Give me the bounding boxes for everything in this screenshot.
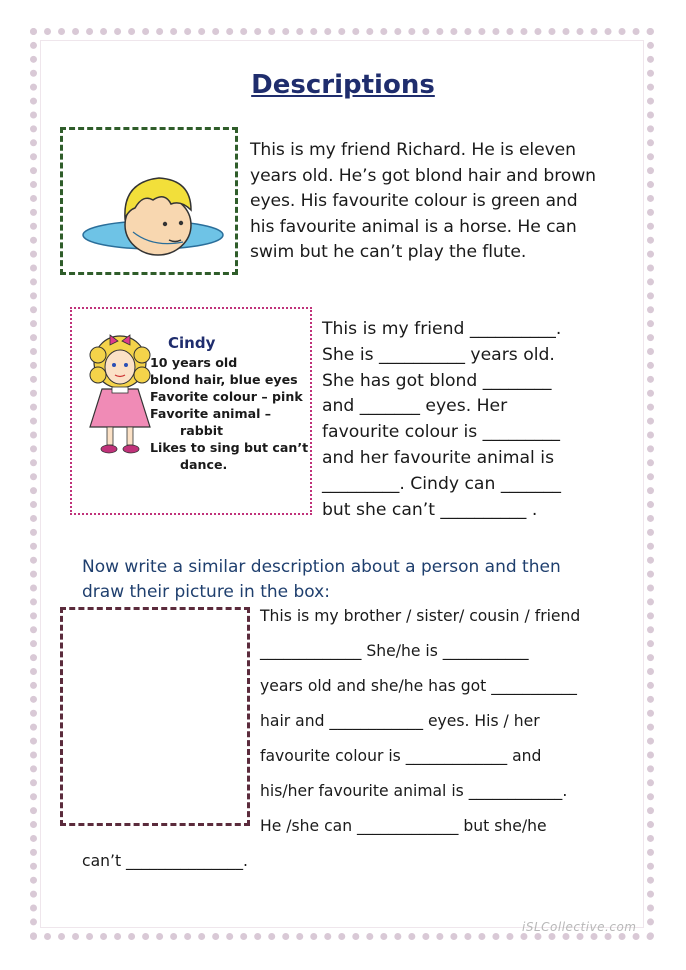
cindy-line: She is __________ years old.	[322, 344, 555, 365]
cindy-line: She has got blond ________	[322, 370, 552, 391]
writing-instruction	[82, 555, 602, 605]
page-title: Descriptions	[251, 70, 435, 100]
template-line: hair and ____________ eyes. His / her	[260, 712, 540, 730]
template-last-line: can’t _______________.	[82, 852, 248, 870]
watermark: iSLCollective.com	[522, 920, 637, 934]
swimming-boy-illustration	[63, 130, 235, 272]
cindy-name: Cindy	[168, 334, 216, 352]
cindy-line: favourite colour is _________	[322, 422, 560, 443]
cindy-line: and her favourite animal is	[322, 447, 555, 468]
template-line: his/her favourite animal is ____________.	[260, 782, 568, 800]
template-line: This is my brother / sister/ cousin / friend	[260, 607, 581, 625]
template-line: He /she can _____________ but she/he	[260, 817, 547, 835]
richard-line: swim but he can’t play the flute.	[250, 242, 527, 263]
richard-line: This is my friend Richard. He is eleven	[250, 140, 576, 160]
cindy-facts	[150, 335, 310, 473]
cindy-line: _________. Cindy can _______	[322, 473, 561, 494]
richard-picture-frame	[60, 127, 238, 275]
cindy-fact: Favorite animal –	[150, 406, 272, 421]
cindy-fact: blond hair, blue eyes	[150, 372, 298, 387]
richard-description	[250, 138, 595, 266]
template-line: years old and she/he has got ___________	[260, 677, 577, 695]
cindy-fact: 10 years old	[150, 355, 238, 370]
richard-line: years old. He’s got blond hair and brown	[250, 165, 596, 186]
cindy-fact: rabbit	[180, 423, 224, 438]
template-line: favourite colour is _____________ and	[260, 747, 542, 765]
cindy-fact: dance.	[180, 457, 228, 472]
instruction-line: draw their picture in the box:	[82, 582, 330, 602]
richard-line: his favourite animal is a horse. He can	[250, 216, 577, 237]
instruction-line: Now write a similar description about a person and then	[82, 557, 561, 577]
cindy-gap-fill	[322, 317, 622, 523]
template-line: _____________ She/he is ___________	[260, 642, 529, 660]
drawing-box[interactable]	[60, 607, 250, 826]
girl-illustration	[80, 327, 160, 457]
cindy-line: This is my friend __________.	[322, 319, 562, 339]
cindy-fact: Likes to sing but can’t	[150, 440, 309, 455]
cindy-fact: Favorite colour – pink	[150, 389, 303, 404]
richard-line: eyes. His favourite colour is green and	[250, 191, 578, 212]
cindy-line: and _______ eyes. Her	[322, 396, 508, 417]
cindy-line: but she can’t __________ .	[322, 499, 538, 520]
